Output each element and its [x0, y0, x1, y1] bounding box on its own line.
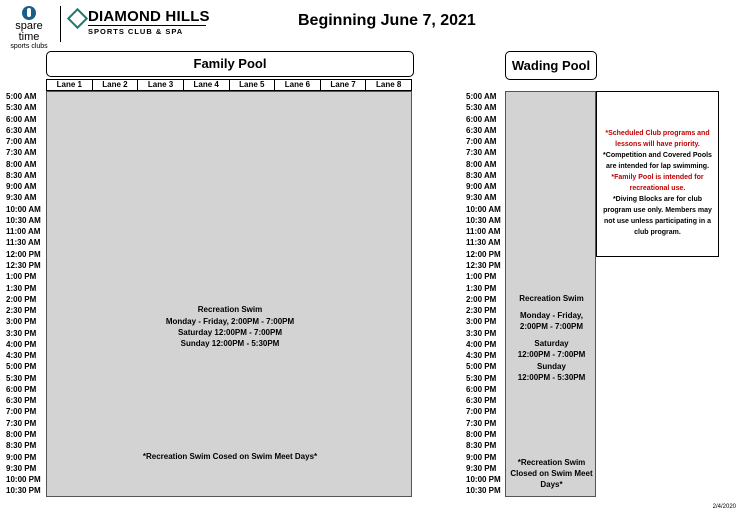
page-title: Beginning June 7, 2021 — [298, 12, 476, 29]
time-label: 9:00 AM — [466, 182, 497, 192]
time-label: 12:00 PM — [6, 249, 41, 259]
time-label: 7:30 AM — [466, 148, 497, 158]
time-label: 8:00 AM — [466, 159, 497, 169]
wading-sunday-hours: 12:00PM - 5:30PM — [517, 373, 586, 382]
family-rec-swim-sunday: Sunday 12:00PM - 5:30PM — [180, 339, 280, 348]
time-label: 6:30 AM — [466, 125, 497, 135]
diamond-hills-logo — [70, 8, 210, 38]
family-pool-schedule-block — [46, 91, 412, 497]
wading-rec-swim-title: Recreation Swim — [519, 294, 584, 303]
time-label: 1:30 PM — [6, 283, 37, 293]
lane-header: Lane 4 — [183, 80, 229, 90]
time-label: 10:00 AM — [466, 204, 501, 214]
note-line: lessons will have priority. — [615, 141, 700, 148]
time-label: 7:00 PM — [6, 407, 37, 417]
time-label: 9:30 PM — [466, 463, 497, 473]
time-label: 11:00 AM — [6, 227, 41, 237]
family-rec-swim-weekday: Monday - Friday, 2:00PM - 7:00PM — [165, 317, 295, 326]
logo-underline — [88, 25, 206, 26]
time-label: 8:30 AM — [466, 170, 497, 180]
lane-header: Lane 3 — [137, 80, 183, 90]
wading-sunday-label: Sunday — [537, 362, 566, 371]
time-label: 6:00 AM — [6, 114, 37, 124]
time-label: 1:30 PM — [466, 283, 497, 293]
time-label: 12:30 PM — [466, 260, 501, 270]
lane-header: Lane 8 — [365, 80, 411, 90]
wading-closed-line1: *Recreation Swim — [517, 458, 586, 467]
time-label: 2:00 PM — [466, 294, 497, 304]
note-line: program use only. Members may — [603, 207, 712, 214]
time-label: 6:00 PM — [466, 384, 497, 394]
family-rec-swim-title: Recreation Swim — [197, 305, 263, 314]
time-label: 2:00 PM — [6, 294, 37, 304]
note-line: *Competition and Covered Pools — [603, 152, 712, 159]
time-label: 10:30 PM — [6, 486, 41, 496]
time-label: 12:00 PM — [466, 249, 501, 259]
time-label: 5:30 PM — [466, 373, 497, 383]
time-label: 5:30 PM — [6, 373, 37, 383]
time-label: 3:00 PM — [466, 317, 497, 327]
wading-pool-schedule-block — [505, 91, 596, 497]
time-label: 8:30 PM — [6, 441, 37, 451]
note-line: *Scheduled Club programs and — [605, 130, 710, 137]
time-label: 9:30 AM — [6, 193, 37, 203]
wading-weekday-label: Monday - Friday, — [520, 311, 583, 320]
time-label: 10:00 AM — [6, 204, 41, 214]
wading-weekday-hours: 2:00PM - 7:00PM — [519, 322, 584, 331]
family-rec-swim-saturday: Saturday 12:00PM - 7:00PM — [177, 328, 283, 337]
time-label: 2:30 PM — [466, 306, 497, 316]
family-pool-heading: Family Pool — [46, 51, 414, 77]
note-line: not use unless participating in a — [604, 218, 711, 225]
time-label: 11:30 AM — [6, 238, 41, 248]
time-label: 10:30 AM — [466, 215, 501, 225]
note-line: *Diving Blocks are for club — [612, 196, 703, 203]
diamond-hills-name: DIAMOND HILLS — [88, 8, 210, 25]
time-label: 3:30 PM — [466, 328, 497, 338]
time-label: 6:00 PM — [6, 384, 37, 394]
time-label: 7:00 AM — [6, 137, 37, 147]
lane-header: Lane 5 — [229, 80, 275, 90]
time-label: 1:00 PM — [6, 272, 37, 282]
family-closed-note: *Recreation Swim Cosed on Swim Meet Days* — [142, 452, 318, 461]
time-label: 7:00 PM — [466, 407, 497, 417]
time-label: 8:00 PM — [6, 429, 37, 439]
lane-header: Lane 2 — [92, 80, 138, 90]
time-label: 5:30 AM — [6, 103, 37, 113]
time-label: 8:00 PM — [466, 429, 497, 439]
time-label: 7:00 AM — [466, 137, 497, 147]
spare-time-tagline: sports clubs — [10, 43, 48, 50]
time-label: 6:30 PM — [6, 396, 37, 406]
time-label: 11:00 AM — [466, 227, 501, 237]
time-label: 8:30 AM — [6, 170, 37, 180]
time-label: 8:30 PM — [466, 441, 497, 451]
time-label: 7:30 AM — [6, 148, 37, 158]
note-line: are intended for lap swimming. — [605, 163, 710, 170]
time-label: 10:30 AM — [6, 215, 41, 225]
time-label: 3:30 PM — [6, 328, 37, 338]
spare-time-logo — [4, 6, 54, 50]
wading-time-column — [466, 91, 510, 497]
time-label: 5:00 PM — [466, 362, 497, 372]
time-label: 9:00 PM — [466, 452, 497, 462]
spare-time-wordmark: spare time — [15, 20, 43, 43]
time-label: 6:30 AM — [6, 125, 37, 135]
time-label: 1:00 PM — [466, 272, 497, 282]
note-line: *Family Pool is intended for — [611, 174, 704, 181]
note-line: club program. — [634, 229, 681, 236]
time-label: 3:00 PM — [6, 317, 37, 327]
time-label: 4:00 PM — [466, 339, 497, 349]
time-label: 2:30 PM — [6, 306, 37, 316]
time-label: 9:00 PM — [6, 452, 37, 462]
time-label: 7:30 PM — [6, 418, 37, 428]
time-label: 7:30 PM — [466, 418, 497, 428]
footer-date: 2/4/2020 — [712, 504, 736, 510]
time-label: 5:30 AM — [466, 103, 497, 113]
time-label: 9:30 AM — [466, 193, 497, 203]
time-label: 4:00 PM — [6, 339, 37, 349]
time-label: 11:30 AM — [466, 238, 501, 248]
logo-divider — [60, 6, 61, 42]
pool-policy-notes — [596, 91, 719, 257]
wading-saturday-hours: 12:00PM - 7:00PM — [517, 350, 586, 359]
spare-time-icon — [22, 6, 36, 20]
time-label: 9:30 PM — [6, 463, 37, 473]
lane-header-row — [46, 79, 412, 91]
diamond-hills-subtitle: SPORTS CLUB & SPA — [88, 27, 184, 36]
time-label: 9:00 AM — [6, 182, 37, 192]
wading-closed-line2: Closed on Swim Meet — [510, 469, 593, 478]
family-time-column — [6, 91, 50, 497]
time-label: 5:00 AM — [6, 92, 37, 101]
wading-closed-line3: Days* — [540, 480, 563, 489]
wading-pool-heading: Wading Pool — [505, 51, 597, 80]
time-label: 5:00 AM — [466, 92, 497, 101]
diamond-icon — [67, 8, 88, 29]
note-line: recreational use. — [629, 185, 686, 192]
time-label: 4:30 PM — [466, 351, 497, 361]
time-label: 12:30 PM — [6, 260, 41, 270]
time-label: 6:30 PM — [466, 396, 497, 406]
time-label: 10:00 PM — [6, 475, 41, 485]
wading-saturday-label: Saturday — [534, 339, 569, 348]
time-label: 6:00 AM — [466, 114, 497, 124]
time-label: 10:30 PM — [466, 486, 501, 496]
time-label: 10:00 PM — [466, 475, 501, 485]
lane-header: Lane 1 — [56, 80, 82, 89]
lane-header: Lane 7 — [320, 80, 366, 90]
time-label: 5:00 PM — [6, 362, 37, 372]
time-label: 4:30 PM — [6, 351, 37, 361]
lane-header: Lane 6 — [274, 80, 320, 90]
time-label: 8:00 AM — [6, 159, 37, 169]
